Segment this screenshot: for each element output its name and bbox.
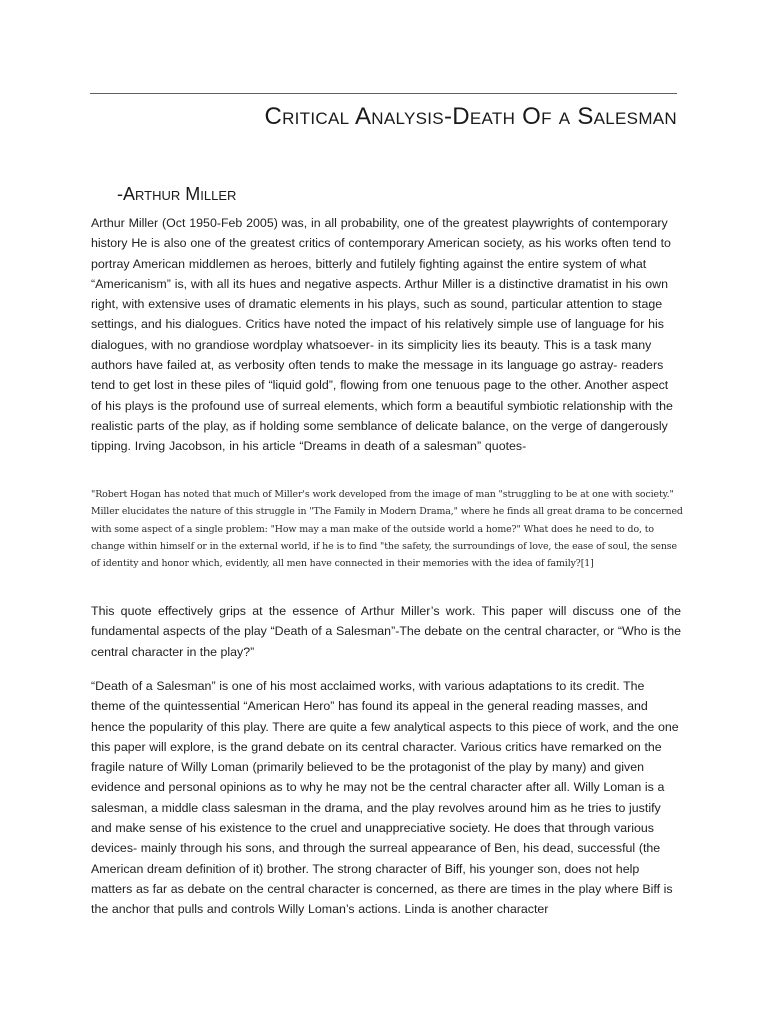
paragraph-intro: Arthur Miller (Oct 1950-Feb 2005) was, in all probability, one of the greatest playwrights of contemporary history He is also one of the greatest critics of contemporary American society, as his works often tend to portray American middlemen as heroes, bitterly and futilely fighting against the entire system of what “Americanism” is, with all its hues and negative aspects. Arthur Miller is a distinctive dramatist in his own right, with extensive uses of dramatic elements in his plays, such as sound, particular attention to stage settings, and his dialogues. Critics have noted the impact of his relatively simple use of language for his dialogues, with no grandiose wordplay whatsoever- in its simplicity lies its beauty. This is a task many authors have failed at, as verbosity often tends to make the message in its language go astray- readers tend to get lost in these piles of “liquid gold”, flowing from one tenuous page to the other. Another aspect of his plays is the profound use of surreal elements, which form a beautiful symbiotic relationship with the realistic parts of the play, as if holding some semblance of delicate balance, on the verge of dangerously tipping. Irving Jacobson, in his article “Dreams in death of a salesman” quotes- xyxy=(91,216,673,454)
title-rule xyxy=(90,93,677,94)
paragraph-analysis: “Death of a Salesman” is one of his most acclaimed works, with various adaptations to its credit. The theme of the quintessential “American Hero” has found its appeal in the general reading masses, and hence the popularity of this play. There are quite a few analytical aspects to this piece of work, and the one this paper will explore, is the grand debate on its central character. Various critics have remarked on the fragile nature of Willy Loman (primarily believed to be the protagonist of the play by many) and given evidence and personal opinions as to why he may not be the central character after all. Willy Loman is a salesman, a middle class salesman in the drama, and the play revolves around him as he tries to justify and make sense of his existence to the cruel and unappreciative society. He does that through various devices- mainly through his sons, and through the surreal appearance of Ben, his dead, successful (the American dream definition of it) brother. The strong character of Biff, his younger son, does not help matters as far as debate on the central character is concerned, as there are times in the play where Biff is the anchor that pulls and controls Willy Loman’s actions. Linda is another character xyxy=(91,679,679,917)
paragraph-thesis: This quote effectively grips at the essence of Arthur Miller’s work. This paper will discuss one of the fundamental aspects of the play “Death of a Salesman”-The debate on the central character, or “Who is the central character in the play?” xyxy=(91,604,681,659)
document-subtitle: -Arthur Miller xyxy=(117,184,237,204)
block-quote: "Robert Hogan has noted that much of Miller's work developed from the image of man "struggling to be at one with society." Miller elucidates the nature of this struggle in "The Family in Modern Drama," where he finds all great drama to be concerned with some aspect of a single problem: "How may a man make of the outside world a home?" What does he need to do, to change within himself or in the external world, if he is to find "the safety, the surroundings of love, the ease of soul, the sense of identity and honor which, evidently, all men have connected in their memories with the idea of family?[1] xyxy=(91,489,683,570)
document-title: Critical Analysis-Death Of a Salesman xyxy=(264,103,677,130)
